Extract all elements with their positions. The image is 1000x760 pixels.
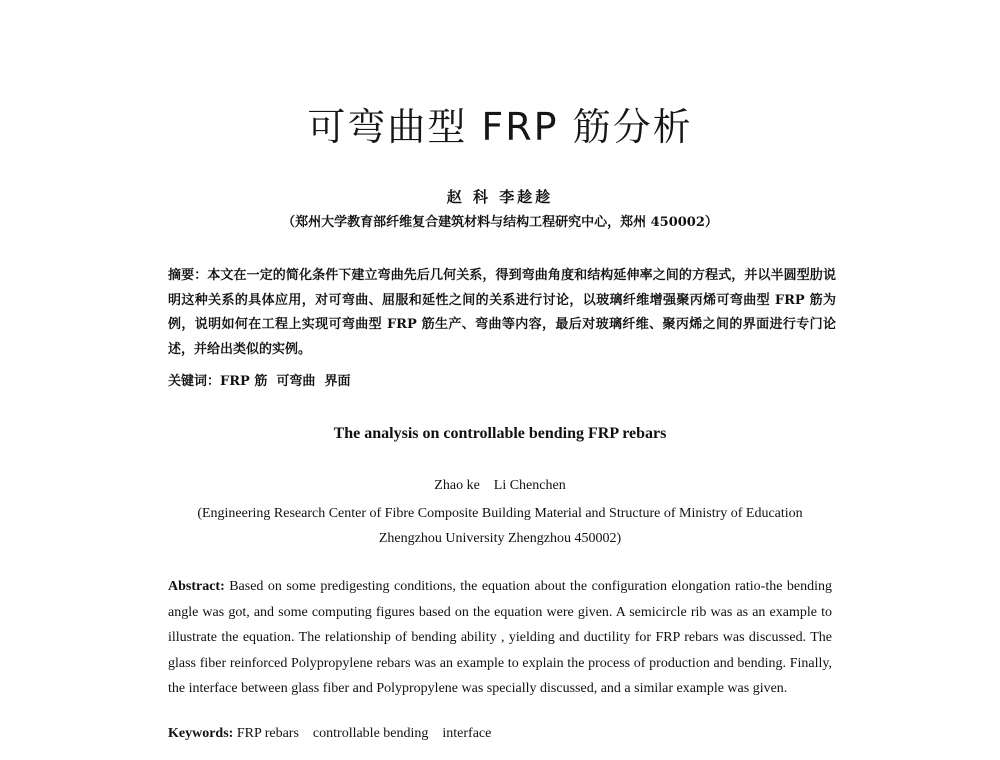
- keywords-english-label: Keywords:: [168, 726, 234, 741]
- title-chinese: 可弯曲型 FRP 筋分析: [307, 105, 693, 149]
- abstract-chinese: [168, 264, 836, 362]
- keywords-chinese-label: 关键词：: [168, 374, 221, 389]
- keyword-chinese: FRP 筋: [220, 374, 268, 389]
- keywords-chinese: [168, 371, 836, 393]
- keyword-english: controllable bending: [312, 726, 429, 741]
- title-english: The analysis on controllable bending FRP rebars: [333, 425, 667, 442]
- abstract-chinese-label: 摘要：: [168, 268, 208, 283]
- authors-english: [0, 478, 1000, 494]
- abstract-english: [168, 574, 832, 702]
- abstract-chinese-text: 本文在一定的简化条件下建立弯曲先后几何关系，得到弯曲角度和结构延伸率之间的方程式，并以半圆型肋说明这种关系的具体应用，对可弯曲、屈服和延性之间的关系进行讨论，以玻璃纤维增强聚丙烯可弯曲型 FRP 筋为例，说明如何在工程上实现可弯曲型 FRP 筋生产、弯曲等内容，最后对玻璃纤维、聚丙烯之间的界面进行专门论述，并给出类似的实例。: [168, 268, 836, 357]
- abstract-english-text: Based on some predigesting conditions, the equation about the configuration elongation ratio-the bending angle was got, and some computing figures based on the equation were given. A semicircle rib was as an example to illustrate the equation. The relationship of bending ability , yielding and ductility for FRP rebars was discussed. The glass fiber reinforced Polypropylene rebars was an example to explain the process of production and bending. Finally, the interface between glass fiber and Polypropylene was specially discussed, and a similar example was given.: [168, 579, 832, 696]
- affiliation-english-line: Zhengzhou University Zhengzhou 450002): [378, 531, 622, 546]
- affiliation-chinese: （郑州大学教育部纤维复合建筑材料与结构工程研究中心，郑州 450002）: [282, 215, 718, 230]
- abstract-english-label: Abstract:: [168, 579, 225, 594]
- keyword-english: interface: [442, 726, 492, 741]
- keyword-chinese: 可弯曲: [276, 374, 316, 389]
- keywords-english: [168, 726, 832, 742]
- keyword-english: FRP rebars: [236, 726, 299, 741]
- author-english: Li Chenchen: [493, 478, 566, 493]
- affiliation-english-line: (Engineering Research Center of Fibre Composite Building Material and Structure of Ministry of Education: [197, 506, 803, 521]
- affiliation-english: [0, 501, 1000, 551]
- authors-chinese: 赵 科 李趁趁: [446, 188, 554, 206]
- author-english: Zhao ke: [434, 478, 480, 493]
- keyword-chinese: 界面: [324, 374, 351, 389]
